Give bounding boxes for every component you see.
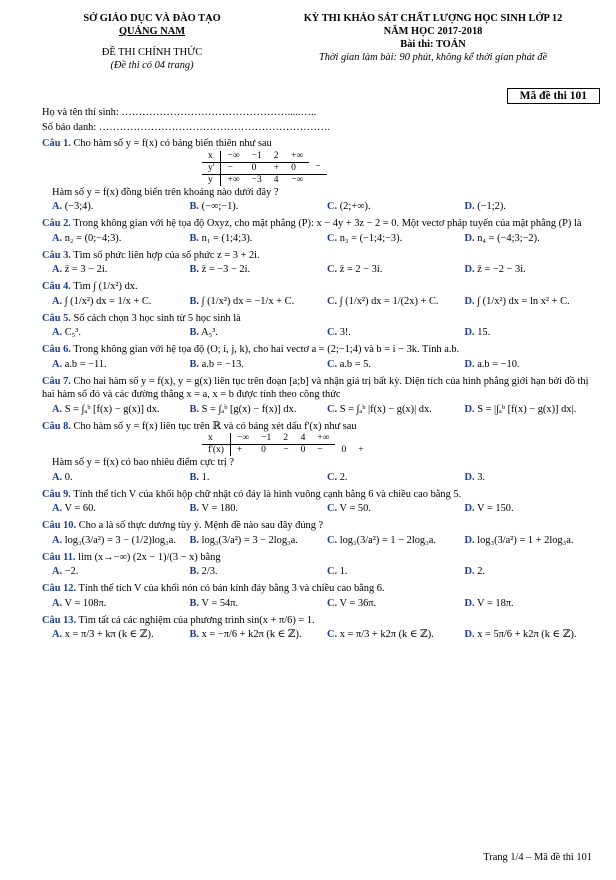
- answer-option[interactable]: [52, 403, 190, 417]
- option-letter: C.: [327, 597, 338, 609]
- option-letter: D.: [464, 403, 475, 415]
- option-text: a.b = −11.: [64, 358, 107, 370]
- answer-option[interactable]: [52, 232, 190, 246]
- question-number: Câu 9.: [42, 488, 71, 500]
- answer-option[interactable]: [190, 597, 328, 611]
- option-text: A₅³.: [201, 327, 218, 338]
- option-letter: B.: [189, 597, 200, 609]
- answer-options: [42, 358, 602, 372]
- option-text: S = ∫ₐᵇ |f(x) − g(x)| dx.: [339, 403, 432, 415]
- table-cell: −: [317, 445, 323, 455]
- question-text: Tìm ∫ (1/x²) dx.: [73, 281, 138, 292]
- option-letter: A.: [52, 597, 63, 609]
- answer-option[interactable]: [465, 358, 603, 372]
- question-text: Tính thể tích V của khối hộp chữ nhật có đáy là hình vuông cạnh bằng 6 và chiều cao bằng 5.: [73, 488, 462, 500]
- answer-options: [42, 597, 602, 611]
- option-text: x = 5π/6 + k2π (k ∈ ℤ).: [477, 629, 577, 640]
- question-text: Cho hai hàm số y = f(x), y = g(x) liên tục trên đoạn [a;b] và nhận giá trị bất kỳ. Diện tích của hình phẳng giới hạn bởi đồ thị hai hàm số đó và các đường thẳng x = a, x = b được tính theo công thức: [42, 375, 589, 400]
- table-cell: −∞: [230, 433, 255, 445]
- header-left: [42, 12, 262, 72]
- option-letter: A.: [52, 232, 63, 244]
- option-letter: A.: [52, 358, 63, 370]
- option-letter: A.: [52, 201, 63, 212]
- answer-option[interactable]: [190, 502, 328, 516]
- option-letter: A.: [52, 471, 63, 483]
- answer-options: [42, 471, 602, 485]
- option-text: V = 180.: [201, 503, 239, 514]
- option-text: z̄ = −2 − 3i.: [477, 264, 526, 275]
- option-letter: C.: [327, 201, 338, 212]
- option-letter: C.: [327, 295, 338, 307]
- option-text: n₃ = (−1;4;−3).: [339, 232, 403, 244]
- answer-option[interactable]: [52, 502, 190, 516]
- table-cell: 2: [268, 151, 285, 163]
- answer-options: [42, 565, 602, 579]
- question-3: [42, 249, 602, 278]
- option-text: a.b = −13.: [201, 358, 244, 370]
- answer-option[interactable]: [327, 628, 465, 642]
- question-text: Tính thể tích V của khối nón có bán kính đáy bằng 3 và chiều cao bằng 6.: [78, 583, 385, 594]
- option-text: V = 50.: [339, 503, 371, 514]
- option-letter: D.: [464, 358, 475, 370]
- answer-option[interactable]: [52, 295, 190, 309]
- official-label: ĐỀ THI CHÍNH THỨC: [101, 47, 203, 58]
- question-text: Trong không gian với hệ tọa độ (O; i, j, k), cho hai vectơ a = (2;−1;4) và b = i − 3k. Tính a.b.: [73, 344, 460, 355]
- option-text: z̄ = −3 − 2i.: [201, 264, 251, 275]
- answer-option[interactable]: [327, 403, 465, 417]
- option-letter: D.: [464, 566, 475, 577]
- answer-option[interactable]: [465, 403, 603, 417]
- option-text: log₃(3/a²) = 3 − (1/2)log₃a.: [64, 534, 176, 546]
- table-cell: −: [309, 162, 326, 174]
- question-number: Câu 6.: [42, 344, 71, 355]
- answer-option[interactable]: [465, 471, 603, 485]
- table-cell: −∞: [291, 174, 304, 185]
- question-text: Cho hàm số y = f(x) có bảng biến thiên như sau: [73, 138, 272, 149]
- id-line: Số báo danh: ………………………………………………………….: [42, 122, 331, 133]
- option-text: V = 108π.: [64, 597, 107, 609]
- question-number: Câu 4.: [42, 281, 71, 292]
- question-7: [42, 375, 602, 417]
- option-letter: D.: [464, 295, 475, 307]
- table-cell: 0: [261, 445, 266, 455]
- answer-option[interactable]: [52, 358, 190, 372]
- option-text: 0.: [64, 471, 73, 483]
- table-cell: f'(x): [208, 445, 224, 455]
- option-letter: A.: [52, 503, 63, 514]
- exam-code-box: Mã đề thi 101: [507, 88, 600, 104]
- table-cell: +: [358, 444, 364, 455]
- table-cell: −1: [255, 433, 277, 445]
- answer-options: [42, 534, 602, 548]
- question-number: Câu 2.: [42, 218, 71, 229]
- table-cell: 4: [273, 174, 279, 185]
- option-letter: B.: [189, 201, 200, 212]
- option-letter: C.: [327, 471, 338, 483]
- time-note: Thời gian làm bài: 90 phút, không kể thời gian phát đề: [318, 52, 548, 63]
- subject: Bài thi: TOÁN: [400, 39, 466, 50]
- answer-option[interactable]: [327, 232, 465, 246]
- table-cell: −: [221, 162, 246, 174]
- table-cell: 4: [295, 433, 312, 445]
- header-right: [258, 12, 608, 64]
- answer-options: [42, 200, 602, 214]
- option-letter: A.: [52, 629, 63, 640]
- option-text: n₂ = (0;−4;3).: [64, 232, 122, 244]
- table-cell: x: [202, 151, 221, 163]
- option-text: V = 18π.: [477, 597, 514, 609]
- table-cell: y': [202, 162, 221, 174]
- option-letter: D.: [464, 232, 475, 244]
- option-letter: C.: [327, 566, 338, 577]
- option-letter: D.: [464, 471, 475, 483]
- question-1: [42, 137, 602, 214]
- question-13: [42, 614, 602, 643]
- option-text: (−∞;−1).: [201, 201, 239, 212]
- table-cell: x: [202, 433, 230, 445]
- option-letter: B.: [189, 403, 200, 415]
- option-letter: A.: [52, 327, 63, 338]
- table-cell: +∞: [221, 174, 246, 186]
- option-text: z̄ = 3 − 2i.: [64, 264, 108, 275]
- question-number: Câu 11.: [42, 551, 76, 563]
- question-2: [42, 217, 602, 246]
- option-text: 1.: [339, 566, 348, 577]
- option-text: S = ∫ₐᵇ [f(x) − g(x)] dx.: [64, 403, 160, 415]
- answer-option[interactable]: [52, 263, 190, 277]
- question-list: [42, 137, 602, 642]
- question-number: Câu 13.: [42, 614, 77, 626]
- question-8: [42, 420, 602, 485]
- option-letter: D.: [464, 629, 475, 640]
- pages-note: (Đề thi có 04 trang): [110, 60, 194, 71]
- answer-option[interactable]: [327, 471, 465, 485]
- answer-option[interactable]: [190, 263, 328, 277]
- option-letter: D.: [464, 534, 475, 546]
- answer-option[interactable]: [190, 471, 328, 485]
- question-text: Tìm số phức liên hợp của số phức z = 3 + 2i.: [73, 249, 260, 261]
- option-letter: D.: [464, 201, 475, 212]
- option-letter: C.: [327, 358, 338, 370]
- option-text: 2.: [339, 471, 348, 483]
- option-text: x = −π/6 + k2π (k ∈ ℤ).: [201, 629, 302, 640]
- name-line: Họ và tên thí sinh: ………………………………………….....…..: [42, 107, 317, 118]
- answer-option[interactable]: [327, 295, 465, 309]
- option-text: C₅³.: [64, 327, 81, 338]
- table-cell: +∞: [311, 433, 335, 445]
- option-letter: A.: [52, 264, 63, 275]
- option-text: 3!.: [339, 327, 351, 338]
- option-letter: C.: [327, 232, 338, 244]
- table-cell: −: [283, 445, 289, 455]
- option-letter: B.: [189, 503, 200, 514]
- question-number: Câu 3.: [42, 249, 71, 261]
- answer-options: [42, 403, 602, 417]
- option-text: a.b = −10.: [477, 358, 520, 370]
- answer-options: [42, 295, 602, 309]
- answer-option[interactable]: [190, 628, 328, 642]
- answer-option[interactable]: [190, 232, 328, 246]
- question-number: Câu 10.: [42, 520, 77, 531]
- question-text: Trong không gian với hệ tọa độ Oxyz, cho mặt phẳng (P): x − 4y + 3z − 2 = 0. Một vectơ pháp tuyến của mặt phẳng (P) là: [73, 218, 582, 229]
- answer-option[interactable]: [327, 565, 465, 579]
- option-letter: C.: [327, 403, 338, 415]
- option-text: (2;+∞).: [339, 201, 371, 212]
- answer-options: [42, 628, 602, 642]
- answer-option[interactable]: [52, 534, 190, 548]
- question-number: Câu 1.: [42, 138, 71, 149]
- answer-options: [42, 232, 602, 246]
- answer-option[interactable]: [327, 326, 465, 340]
- answer-option[interactable]: [52, 200, 190, 214]
- question-number: Câu 5.: [42, 312, 71, 324]
- answer-option[interactable]: [465, 502, 603, 516]
- exam-header: [42, 12, 602, 104]
- option-text: 3.: [477, 471, 486, 483]
- option-letter: D.: [464, 503, 475, 514]
- option-letter: C.: [327, 264, 338, 275]
- option-letter: A.: [52, 295, 63, 307]
- org-line1: SỞ GIÁO DỤC VÀ ĐÀO TẠO: [83, 13, 221, 24]
- question-subtext: Hàm số y = f(x) đồng biến trên khoảng nào dưới đây ?: [52, 186, 279, 198]
- answer-option[interactable]: [190, 326, 328, 340]
- option-text: log₃(3/a²) = 1 − 2log₃a.: [339, 534, 436, 546]
- answer-option[interactable]: [52, 565, 190, 579]
- answer-options: [42, 263, 602, 277]
- table-cell: +∞: [285, 151, 309, 163]
- answer-option[interactable]: [465, 597, 603, 611]
- option-text: V = 60.: [64, 503, 96, 514]
- answer-option[interactable]: [327, 263, 465, 277]
- option-text: a.b = 5.: [339, 358, 371, 370]
- table-cell: 0: [300, 445, 306, 455]
- answer-option[interactable]: [190, 565, 328, 579]
- answer-option[interactable]: [190, 403, 328, 417]
- question-5: [42, 312, 602, 341]
- variation-table: [202, 151, 327, 186]
- option-letter: B.: [189, 534, 200, 546]
- option-text: V = 150.: [477, 503, 514, 514]
- question-6: [42, 343, 602, 372]
- table-cell: 0: [285, 162, 309, 174]
- answer-option[interactable]: [190, 534, 328, 548]
- option-letter: C.: [327, 327, 338, 338]
- question-11: [42, 551, 602, 580]
- answer-option[interactable]: [52, 628, 190, 642]
- question-subtext: Hàm số y = f(x) có bao nhiêu điểm cực trị ?: [52, 457, 235, 468]
- answer-option[interactable]: [465, 200, 603, 214]
- question-text: Cho hàm số y = f(x) liên tục trên ℝ và có bảng xét dấu f'(x) như sau: [73, 420, 357, 432]
- option-letter: B.: [189, 471, 200, 483]
- option-letter: A.: [52, 534, 63, 546]
- question-text: Cho a là số thực dương tùy ý. Mệnh đề nào sau đây đúng ?: [78, 520, 324, 531]
- option-letter: C.: [327, 503, 338, 514]
- answer-option[interactable]: [327, 358, 465, 372]
- answer-option[interactable]: [52, 471, 190, 485]
- option-text: 15.: [477, 327, 491, 338]
- table-cell: +: [268, 162, 285, 174]
- answer-option[interactable]: [52, 326, 190, 340]
- option-text: S = ∫ₐᵇ [g(x) − f(x)] dx.: [201, 403, 297, 415]
- answer-option[interactable]: [465, 534, 603, 548]
- option-text: (−3;4).: [64, 201, 94, 212]
- question-9: [42, 488, 602, 517]
- answer-option[interactable]: [327, 502, 465, 516]
- question-12: [42, 582, 602, 611]
- option-text: ∫ (1/x²) dx = 1/x + C.: [64, 295, 152, 307]
- option-letter: B.: [189, 327, 200, 338]
- option-letter: A.: [52, 566, 63, 577]
- table-cell: −∞: [221, 151, 246, 163]
- table-cell: +: [230, 445, 255, 457]
- exam-title: KỲ THI KHẢO SÁT CHẤT LƯỢNG HỌC SINH LỚP 12: [303, 13, 563, 24]
- table-cell: 0: [341, 444, 347, 455]
- option-text: ∫ (1/x²) dx = −1/x + C.: [201, 295, 295, 307]
- option-letter: D.: [464, 264, 475, 275]
- question-number: Câu 8.: [42, 420, 71, 432]
- answer-option[interactable]: [52, 597, 190, 611]
- table-cell: −1: [246, 151, 268, 163]
- answer-option[interactable]: [190, 200, 328, 214]
- option-text: V = 36π.: [339, 597, 377, 609]
- option-letter: B.: [189, 358, 200, 370]
- answer-option[interactable]: [465, 565, 603, 579]
- question-4: [42, 280, 602, 309]
- page-footer: Trang 1/4 – Mã đề thi 101: [483, 852, 592, 863]
- option-text: 1.: [201, 471, 210, 483]
- table-cell: −3: [251, 174, 262, 185]
- table-cell: 0: [246, 162, 268, 174]
- option-letter: B.: [189, 264, 200, 275]
- option-letter: B.: [189, 629, 200, 640]
- answer-option[interactable]: [465, 295, 603, 309]
- option-letter: B.: [189, 232, 200, 244]
- option-text: ∫ (1/x²) dx = ln x² + C.: [477, 295, 570, 307]
- option-text: x = π/3 + kπ (k ∈ ℤ).: [64, 629, 154, 640]
- option-text: S = |∫ₐᵇ [f(x) − g(x)] dx|.: [477, 403, 577, 415]
- question-text: Tìm tất cả các nghiệm của phương trình sin(x + π/6) = 1.: [78, 614, 315, 626]
- question-10: [42, 519, 602, 548]
- answer-option[interactable]: [190, 358, 328, 372]
- option-text: (−1;2).: [477, 201, 506, 212]
- option-text: ∫ (1/x²) dx = 1/(2x) + C.: [339, 295, 439, 307]
- option-text: 2.: [477, 566, 486, 577]
- answer-option[interactable]: [465, 232, 603, 246]
- answer-option[interactable]: [327, 534, 465, 548]
- answer-option[interactable]: [190, 295, 328, 309]
- org-line2: QUẢNG NAM: [118, 26, 186, 37]
- table-cell: 2: [277, 433, 294, 445]
- option-text: log₃(3/a²) = 1 + 2log₃a.: [477, 534, 574, 546]
- option-letter: B.: [189, 566, 200, 577]
- option-letter: D.: [464, 597, 475, 609]
- question-number: Câu 12.: [42, 583, 77, 594]
- answer-option[interactable]: [465, 263, 603, 277]
- answer-option[interactable]: [327, 597, 465, 611]
- option-letter: D.: [464, 327, 475, 338]
- option-text: z̄ = 2 − 3i.: [339, 264, 383, 275]
- option-text: log₃(3/a²) = 3 − 2log₃a.: [201, 534, 298, 546]
- answer-option[interactable]: [465, 326, 603, 340]
- question-text: lim (x→−∞) (2x − 1)/(3 − x) bằng: [78, 551, 221, 563]
- table-cell: y: [208, 174, 213, 185]
- option-text: 2/3.: [201, 566, 218, 577]
- option-letter: C.: [327, 534, 338, 546]
- answer-options: [42, 502, 602, 516]
- option-text: x = π/3 + k2π (k ∈ ℤ).: [339, 629, 434, 640]
- answer-options: [42, 326, 602, 340]
- question-text: Số cách chọn 3 học sinh từ 5 học sinh là: [73, 312, 241, 324]
- school-year: NĂM HỌC 2017-2018: [383, 26, 483, 37]
- option-text: −2.: [64, 566, 79, 577]
- variation-table: [202, 433, 370, 456]
- option-letter: B.: [189, 295, 200, 307]
- option-text: V = 54π.: [201, 597, 239, 609]
- answer-option[interactable]: [465, 628, 603, 642]
- option-letter: C.: [327, 629, 338, 640]
- answer-option[interactable]: [327, 200, 465, 214]
- option-text: n₁ = (1;4;3).: [201, 232, 253, 244]
- option-text: n₄ = (−4;3;−2).: [477, 232, 540, 244]
- question-number: Câu 7.: [42, 375, 71, 387]
- option-letter: A.: [52, 403, 63, 415]
